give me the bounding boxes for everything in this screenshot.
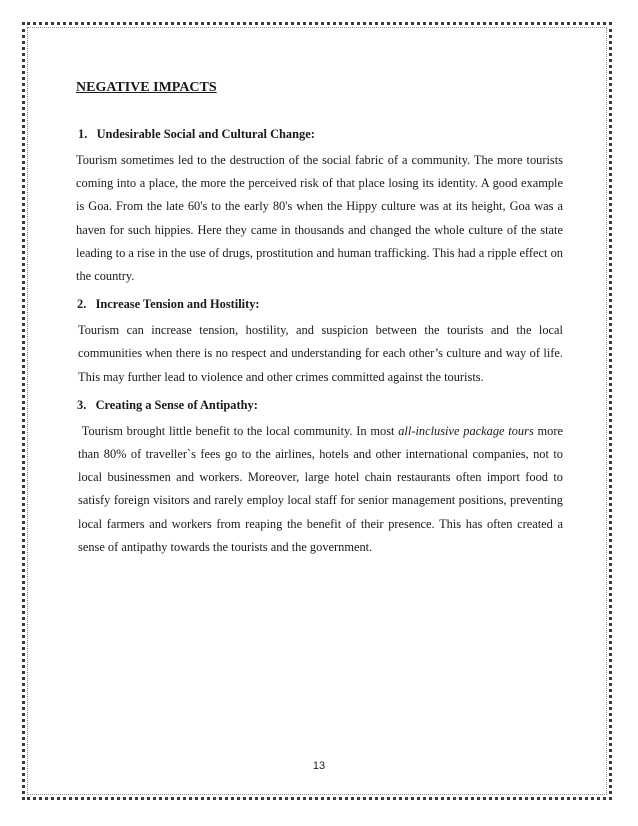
page-title: NEGATIVE IMPACTS bbox=[76, 80, 217, 95]
section-heading-antipathy: 3. Creating a Sense of Antipathy: bbox=[77, 397, 258, 412]
paragraph-text-end: more than 80% of traveller`s fees go to the airlines, hotels and other international companies, not to local businessmen and workers. Moreover, large hotel chain restaurants often import food to satisfy foreign visitors and rarely employ local staff for senior management positions, preventing local farmers and workers from reaping the benefit of their presence. This has often created a sense of antipathy towards the tourists and the government. bbox=[78, 423, 564, 554]
emphasized-phrase: all-inclusive package tours bbox=[398, 423, 534, 438]
section-paragraph-tension-hostility: Tourism can increase tension, hostility, and suspicion between the tourists and the local communities when there is no respect and understanding for each other’s culture and way of life. This may further lead to violence and other crimes committed against the tourists. bbox=[78, 323, 563, 384]
page-number: 13 bbox=[312, 760, 326, 772]
paragraph-text-start: Tourism brought little benefit to the local community. In most bbox=[78, 423, 399, 438]
section-heading-social-cultural-change: 1. Undesirable Social and Cultural Change: bbox=[78, 127, 315, 141]
section-paragraph-social-cultural-change: Tourism sometimes led to the destruction of the social fabric of a community. The more tourists coming into a place, the more the perceived risk of that place losing its identity. A good example is Goa. From the late 60's to the early 80's when the Hippy culture was at its height, Goa was a haven for such hippies. Here they came in thousands and changed the whole culture of the state leading to a rise in the use of drugs, prostitution and human trafficking. This had a ripple effect on the country. bbox=[76, 153, 563, 284]
section-paragraph-antipathy bbox=[78, 420, 563, 559]
page-content bbox=[76, 70, 563, 559]
section-heading-tension-hostility: 2. Increase Tension and Hostility: bbox=[77, 297, 260, 312]
